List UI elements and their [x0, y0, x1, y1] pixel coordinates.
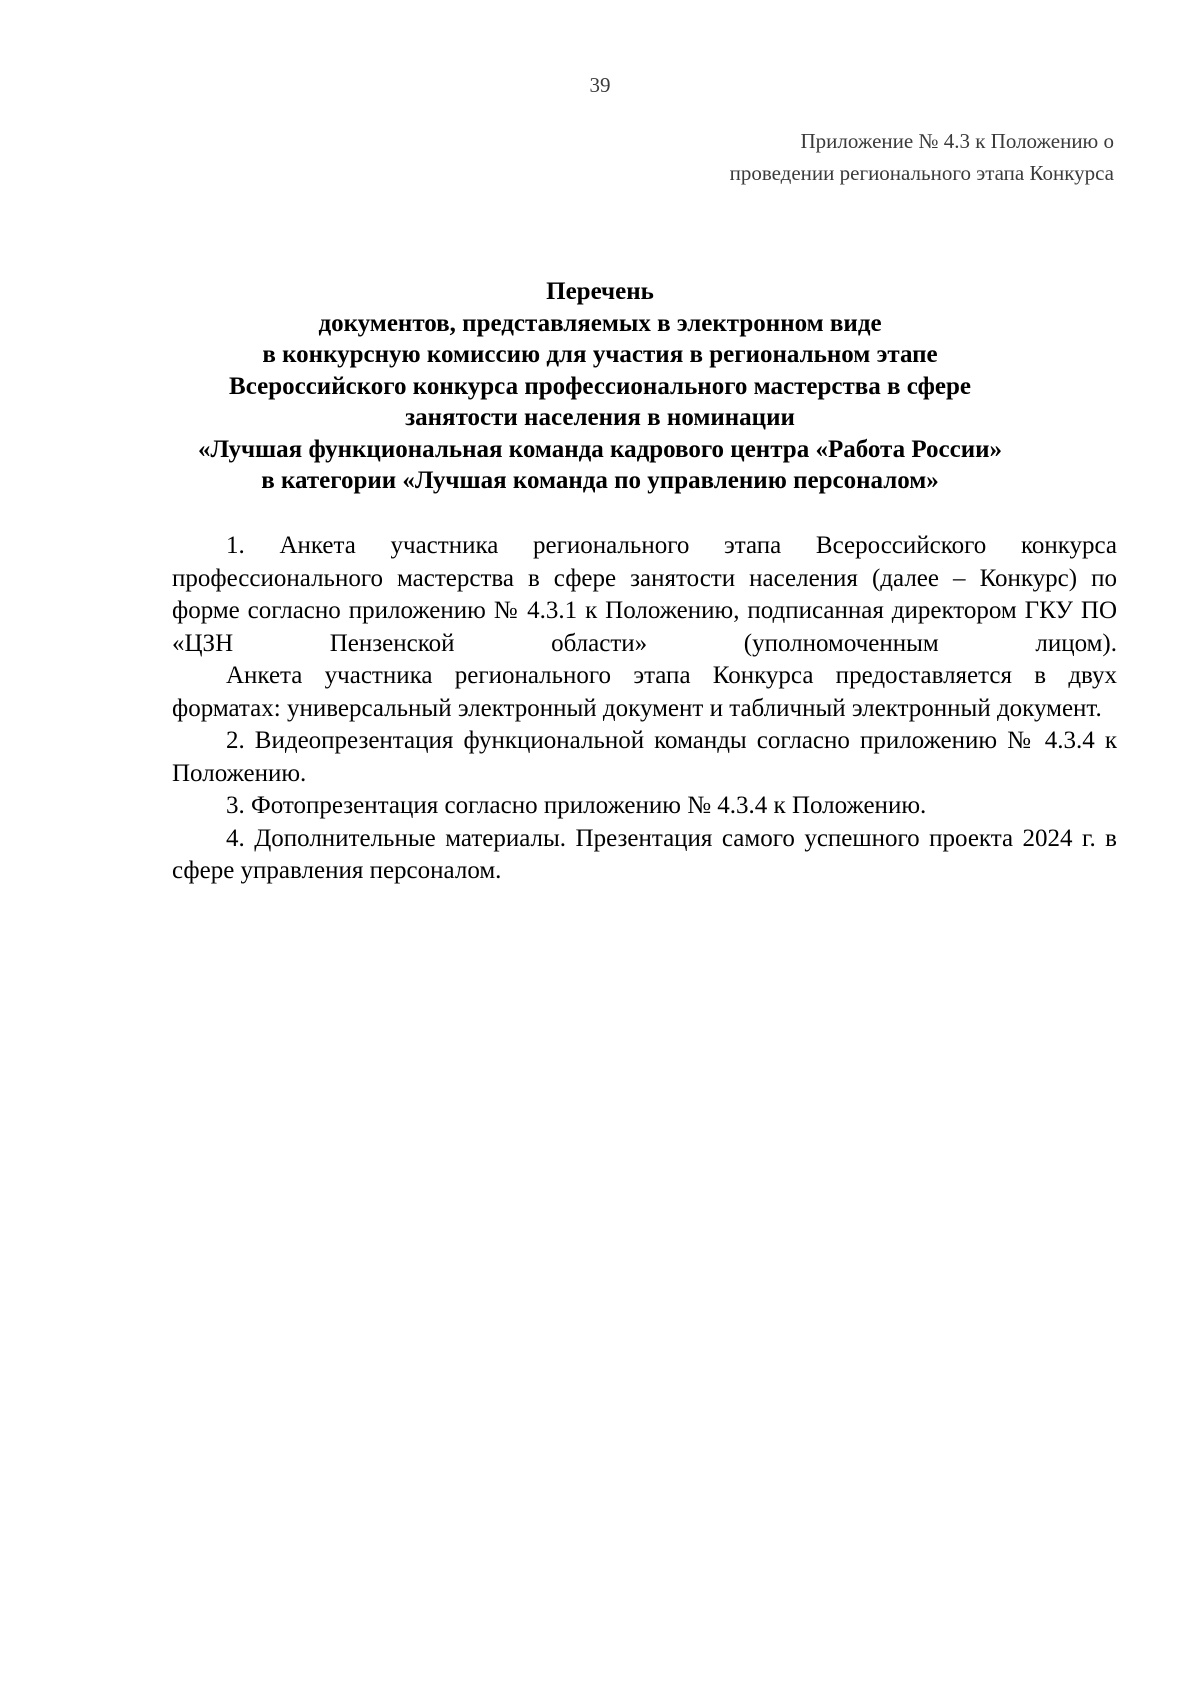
- title-line: в категории «Лучшая команда по управлению персоналом»: [261, 467, 939, 494]
- document-title: [140, 276, 1060, 497]
- appendix-line: Приложение № 4.3 к Положению о: [800, 129, 1114, 153]
- appendix-reference: [554, 125, 1114, 189]
- list-item-1-note: Анкета участника регионального этапа Конкурса предоставляется в двух форматах: универсальный электронный документ и табличный электронный документ.: [172, 662, 1117, 722]
- list-item-2: 2. Видеопрезентация функциональной команды согласно приложению № 4.3.4 к Положению.: [172, 727, 1117, 787]
- title-line: в конкурсную комиссию для участия в региональном этапе: [262, 341, 938, 368]
- list-item-1: 1. Анкета участника регионального этапа Всероссийского конкурса профессионального мастерства в сфере занятости населения (далее – Конкурс) по форме согласно приложению № 4.3.1 к Положению, подписанная директором ГКУ ПО «ЦЗН Пензенской области» (уполномоченным лицом).: [172, 532, 1117, 657]
- list-item-3: 3. Фотопрезентация согласно приложению № 4.3.4 к Положению.: [226, 792, 927, 819]
- appendix-line: проведении регионального этапа Конкурса: [729, 161, 1114, 185]
- title-line: Всероссийского конкурса профессионального мастерства в сфере: [229, 372, 971, 400]
- page-number: 39: [589, 73, 611, 97]
- title-line: Перечень: [546, 278, 654, 305]
- list-item-4: 4. Дополнительные материалы. Презентация самого успешного проекта 2024 г. в сфере управления персоналом.: [172, 824, 1117, 884]
- document-list: [172, 530, 1117, 888]
- title-line: документов, представляемых в электронном виде: [318, 309, 882, 337]
- title-line: занятости населения в номинации: [405, 404, 795, 431]
- title-line: «Лучшая функциональная команда кадрового центра «Работа России»: [197, 435, 1003, 463]
